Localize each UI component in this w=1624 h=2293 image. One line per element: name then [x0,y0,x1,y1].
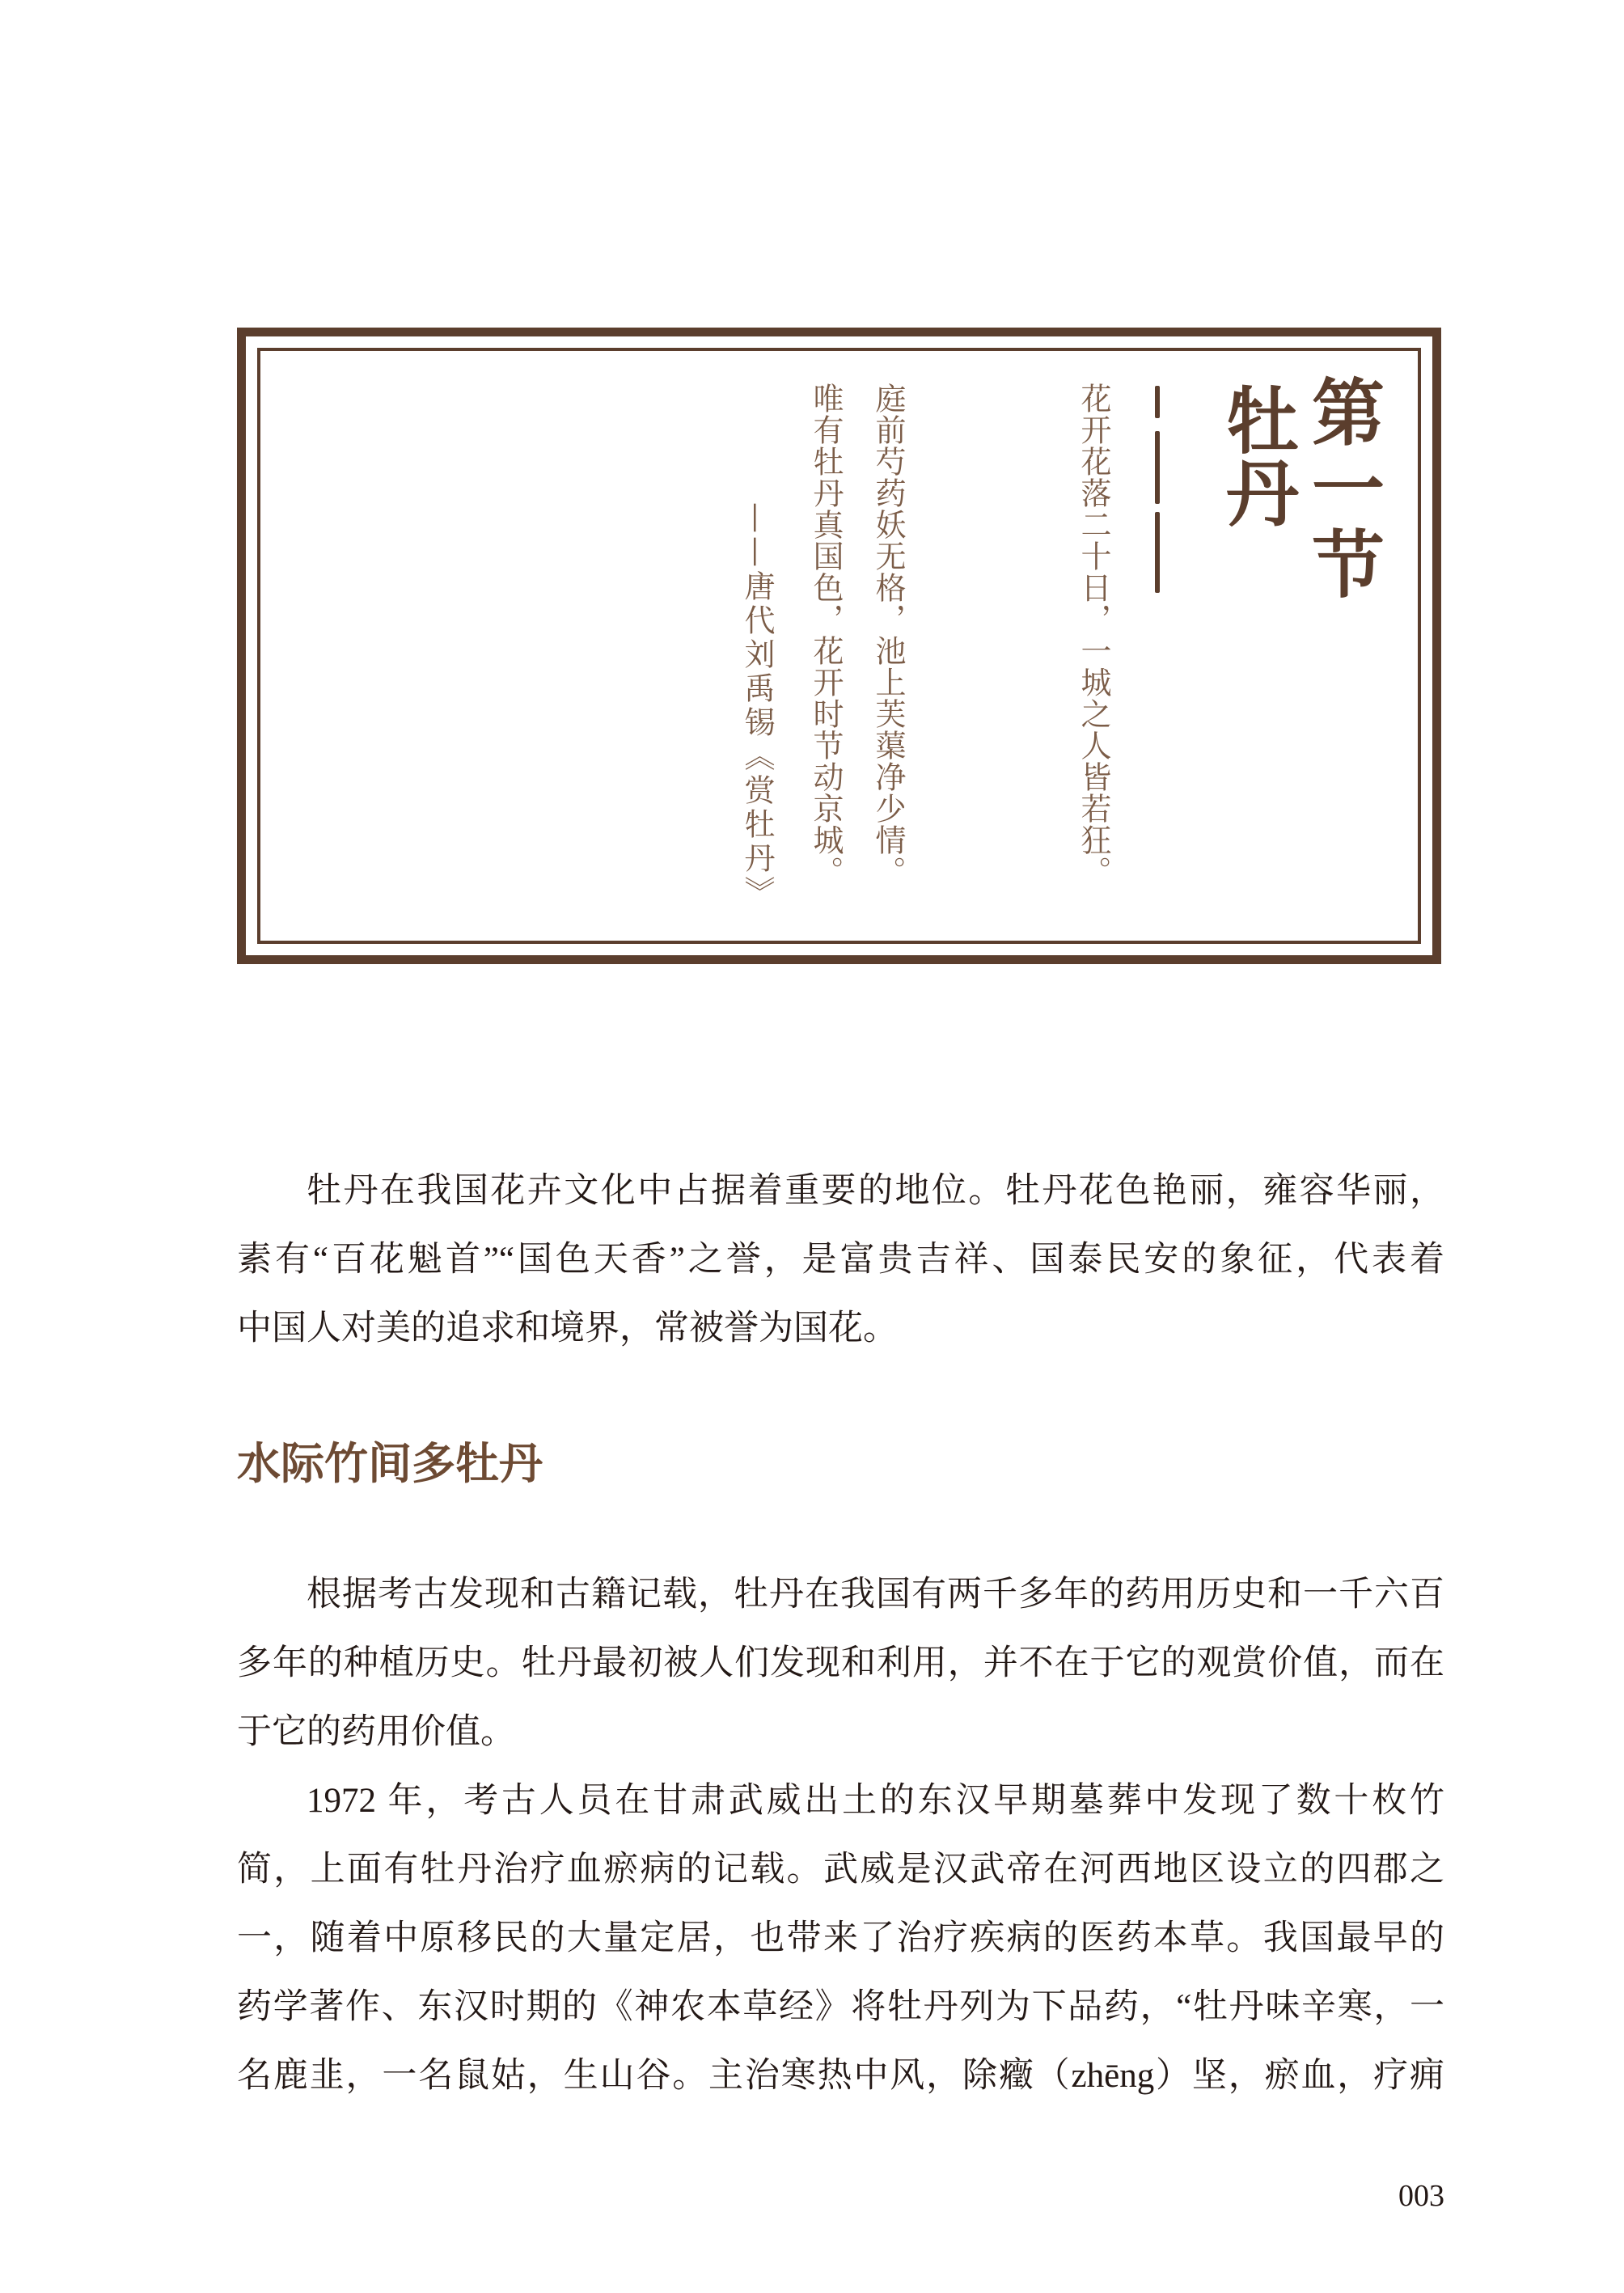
body-paragraph [237,1766,1444,2110]
poem-attribution: ——唐代刘禹锡《赏牡丹》 [739,502,775,910]
divider-segment [1155,386,1160,418]
section-heading: 水际竹间多牡丹 [237,1437,543,1489]
epigraph-line: 花开花落二十日，一城之人皆若狂。 [1076,383,1111,887]
paragraph-line: 牡丹在我国花卉文化中占据着重要的地位。牡丹花色艳丽，雍容华丽， [307,1172,1444,1210]
paragraph-line: 药学著作、东汉时期的《神农本草经》将牡丹列为下品药，“牡丹味辛寒，一 [237,1988,1444,2026]
section-body [237,1560,1444,2110]
intro-paragraph [237,1157,1444,1363]
paragraph-line: 一，随着中原移民的大量定居，也带来了治疗疾病的医药本草。我国最早的 [237,1919,1444,1957]
body-paragraph [237,1560,1444,1766]
poem-line: 庭前芍药妖无格，池上芙蕖净少情。 [870,383,906,887]
paragraph-line: 于它的药用价值。 [237,1713,515,1751]
divider-segment [1155,512,1160,593]
chapter-title: 牡丹 [1213,383,1299,528]
paragraph-line: 中国人对美的追求和境界，常被誉为国花。 [237,1309,898,1347]
paragraph-line: 简，上面有牡丹治疗血瘀病的记载。武威是汉武帝在河西地区设立的四郡之 [237,1851,1444,1889]
divider-segment [1155,431,1160,504]
poem-line: 唯有牡丹真国色，花开时节动京城。 [808,383,844,887]
paragraph-line: 多年的种植历史。牡丹最初被人们发现和利用，并不在于它的观赏价值，而在 [237,1644,1444,1682]
paragraph-line: 名鹿韭，一名鼠姑，生山谷。主治寒热中风，除癥（zhēng）坚，瘀血，疗痈 [237,2057,1444,2095]
chapter-label: 第一节 [1299,374,1385,603]
paragraph-line: 根据考古发现和古籍记载，牡丹在我国有两千多年的药用历史和一千六百 [307,1576,1444,1614]
paragraph-line: 1972 年，考古人员在甘肃武威出土的东汉早期墓葬中发现了数十枚竹 [307,1782,1444,1820]
paragraph-line: 素有“百花魁首”“国色天香”之誉，是富贵吉祥、国泰民安的象征，代表着 [237,1241,1444,1279]
page-number: 003 [1398,2179,1444,2213]
